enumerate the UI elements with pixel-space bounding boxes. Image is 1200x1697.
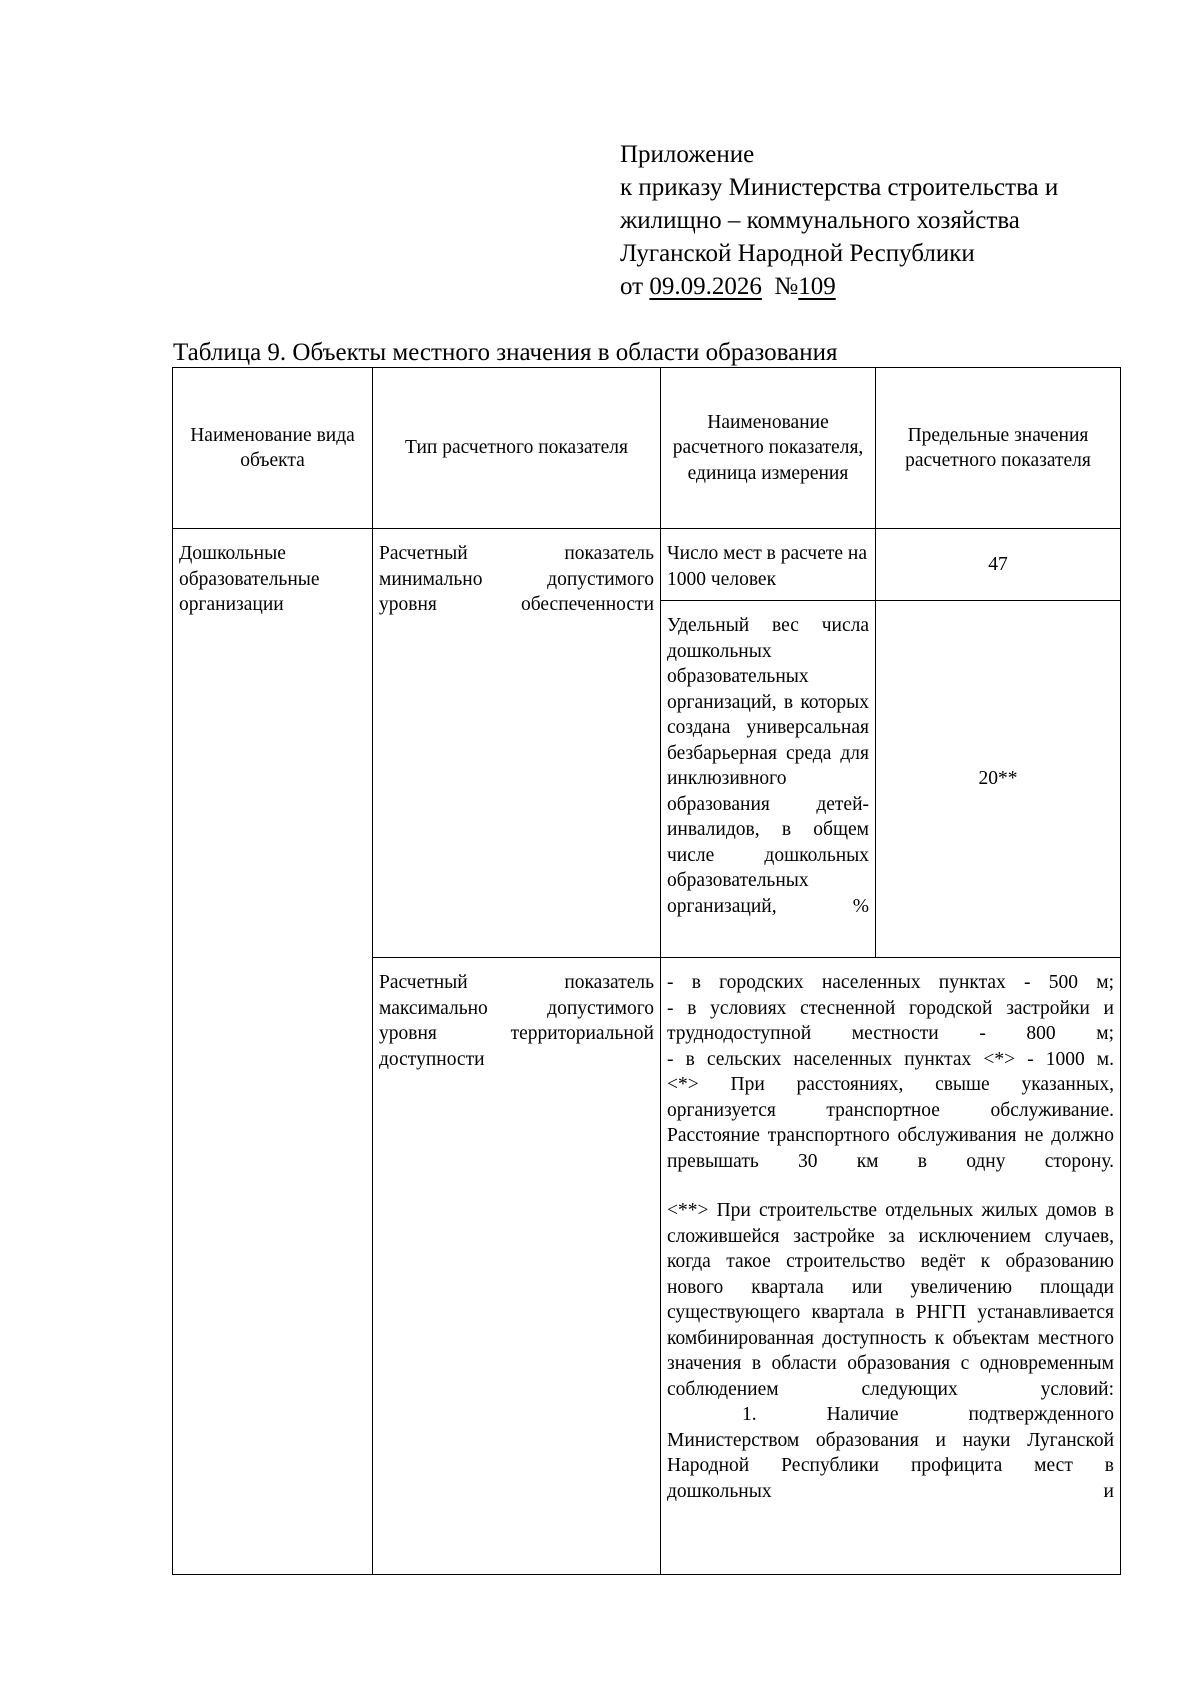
object-name-cell bbox=[173, 529, 373, 1575]
table-row bbox=[173, 529, 1121, 601]
ind1-name-cell bbox=[661, 529, 876, 601]
access-line-dense: - в условиях стесненной городской застройки и труднодоступной местности - 800 м; bbox=[667, 997, 1114, 1044]
footnote-single-star: <*> При расстояниях, свыше указанных, организуется транспортное обслуживание. Расстояние транспортного обслуживания не должно превышать 30 км в одну сторону. bbox=[667, 1074, 1114, 1172]
type-min-text: Расчетный показатель минимально допустимого уровня обеспеченности bbox=[379, 543, 654, 615]
ind2-value: 20** bbox=[876, 601, 1121, 958]
access-line-urban: - в городских населенных пунктах - 500 м; bbox=[667, 972, 1114, 993]
type-max-text: Расчетный показатель максимально допустимого уровня территориальной доступности bbox=[379, 972, 654, 1070]
ind2-name-cell bbox=[661, 601, 876, 958]
annex-line-4: Луганской Народной Республики bbox=[620, 240, 975, 267]
type-min-cell bbox=[373, 529, 661, 958]
annex-number: 109 bbox=[798, 273, 836, 300]
access-line-rural: - в сельских населенных пунктах <*> - 1000 м. bbox=[667, 1048, 1114, 1070]
ind1-value: 47 bbox=[876, 529, 1121, 601]
header-indicator-type: Тип расчетного показателя bbox=[373, 368, 661, 529]
ind2-name: Удельный вес числа дошкольных образовательных организаций, в которых создана универсальная безбарьерная среда для инклюзивного образования детей-инвалидов, в общем числе дошкольных образовательных организаций, % bbox=[667, 615, 869, 917]
table-title: Таблица 9. Объекты местного значения в области образования bbox=[173, 339, 838, 366]
annex-number-sign: № bbox=[774, 273, 799, 300]
access-norms-cell bbox=[661, 958, 1121, 1575]
header-indicator-name: Наименование расчетного показателя, единица измерения bbox=[661, 368, 876, 529]
annex-line-2: к приказу Министерства строительства и bbox=[620, 174, 1059, 201]
annex-date-prefix: от bbox=[620, 273, 644, 300]
norms-table bbox=[172, 367, 1121, 1575]
header-object-type: Наименование вида объекта bbox=[173, 368, 373, 529]
table-header-row bbox=[173, 368, 1121, 529]
object-name: Дошкольные образовательные организации bbox=[179, 543, 320, 615]
annex-date-line bbox=[620, 270, 1140, 303]
ind1-name: Число мест в расчете на 1000 человек bbox=[667, 543, 868, 590]
annex-line-3: жилищно – коммунального хозяйства bbox=[620, 207, 1020, 234]
annex-block bbox=[620, 138, 1140, 303]
footnote-double-star: <**> При строительстве отдельных жилых домов в сложившейся застройке за исключением случаев, когда такое строительство ведёт к образованию нового квартала или увеличению площади существующего квартала в РНГП устанавливается комбинированная доступность к объектам местного значения в области образования с одновременным соблюдением следующих условий: bbox=[667, 1200, 1114, 1400]
type-max-cell bbox=[373, 958, 661, 1575]
header-limit-values: Предельные значения расчетного показателя bbox=[876, 368, 1121, 529]
annex-line-1: Приложение bbox=[620, 141, 755, 168]
condition-1: 1. Наличие подтвержденного Министерством образования и науки Луганской Народной Республики профицита мест в дошкольных и bbox=[667, 1404, 1114, 1502]
annex-date: 09.09.2026 bbox=[649, 273, 762, 300]
